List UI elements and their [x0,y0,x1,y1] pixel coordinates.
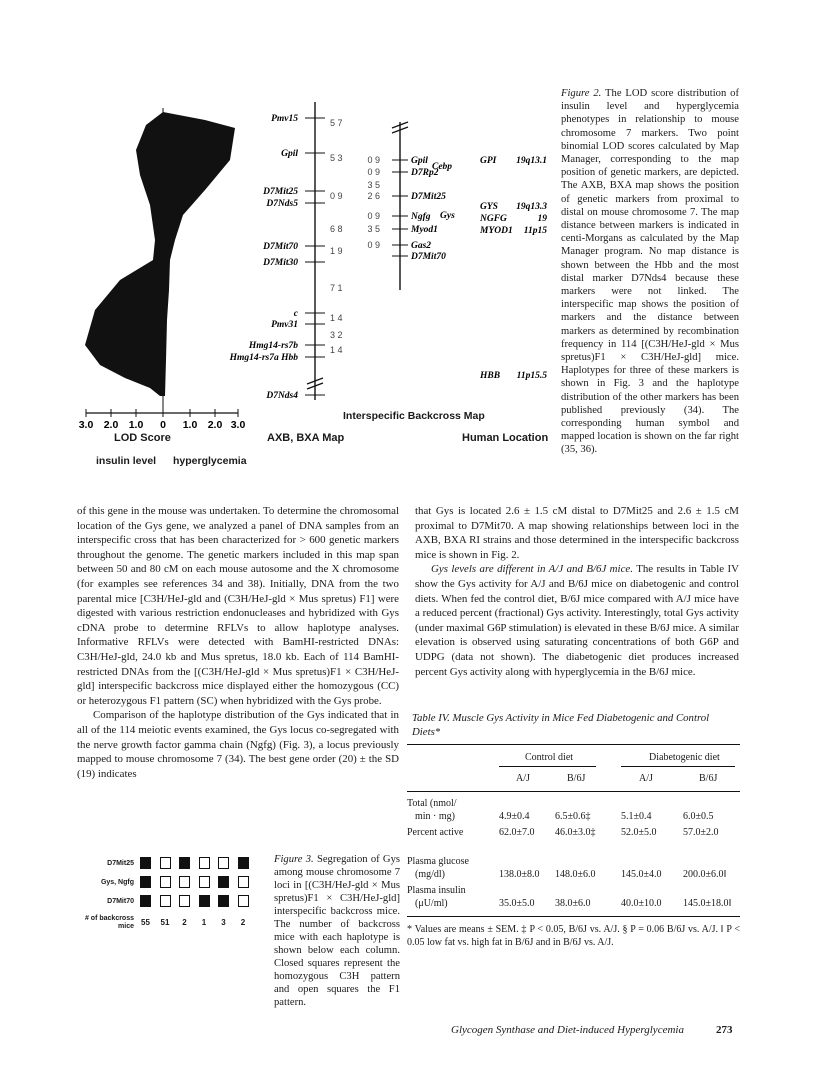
closed-square [140,895,151,907]
axb-gene-label: D7Mit25 [263,187,298,197]
right-paragraph-1: that Gys is located 2.6 ± 1.5 cM distal to D7Mit25 and 2.6 ± 1.5 cM proximal to D7Mit70. A map showing relationships between loci in the AXB, BXA RI strains and those determined in the interspecific backcross mice is shown in Fig. 2. [415,505,739,561]
table-row-label: Plasma glucose [407,856,469,867]
human-location-label: Human Location [462,432,549,444]
interspecific-marker-label: D7Mit70 [411,252,446,262]
table-cell: 6.5±0.6‡ [555,811,591,822]
table-cell: 35.0±5.0 [499,898,535,909]
right-paragraph-2 [415,562,739,679]
lod-axis-tick-label: 0 [160,419,166,431]
closed-square [238,857,249,869]
hyperglycemia-label: hyperglycemia [173,455,247,467]
axb-map-label: AXB, BXA Map [267,432,345,444]
table-row-label: Percent active [407,827,464,838]
human-symbol: GYS [480,202,498,212]
axb-distance-label: 5 3 [330,153,343,163]
hyperglycemia-lod-profile [163,112,235,396]
haplotype-row-label: D7Mit25 [107,860,134,867]
lod-axis-tick-label: 2.0 [207,419,223,431]
right-column [415,504,739,679]
axb-gene-label: c [293,309,298,319]
open-square [238,876,249,888]
closed-square [140,857,151,869]
backcross-count-label: # of backcross mice [84,915,134,930]
figure-3-caption-text: Segregation of Gys among mouse chromosome 7 loci in [(C3H/HeJ-gld × Mus spretus)F1 × C3H/HeJ-gld] interspecific backcross mice. The number of backcross mice with each haplotype is shown below each column. Closed squares represent the homozygous C3H pattern and open squares the F1 pattern. [274,854,400,1008]
human-symbol: HBB [480,371,501,381]
interspecific-distance-label: 0 9 [367,167,380,177]
interspecific-distance-label: 0 9 [367,155,380,165]
lod-axis-tick-label: 1.0 [182,419,198,431]
human-location: 19 [537,214,547,224]
haplotype-row-label: D7Mit70 [107,898,134,905]
open-square [179,895,190,907]
interspecific-distance-label: 3 5 [367,180,380,190]
axb-distance-label: 5 7 [330,118,343,128]
interspecific-marker-label: D7Rp2 [411,168,439,178]
backcross-count: 2 [182,918,187,927]
axb-gene-label: Hmg14-rs7a Hbb [229,353,298,363]
figure-2-caption-title: Figure 2. [561,88,602,99]
axb-gene-label: D7Nds5 [266,199,298,209]
axb-distance-label: 1 9 [330,246,343,256]
interspecific-distance-label: 0 9 [367,240,380,250]
lod-score-label: LOD Score [114,432,171,444]
axb-gene-label: Pmv31 [271,320,298,330]
figure-3-caption-title: Figure 3. [274,854,314,865]
axb-gene-label: Gpil [281,149,298,159]
open-square [199,876,210,888]
haplotype-row-label: Gys, Ngfg [100,879,134,886]
backcross-count: 51 [160,918,170,927]
human-location: 19q13.1 [516,156,547,166]
page-number: 273 [716,1024,733,1036]
figure-3-caption [274,853,400,1009]
interspecific-marker-label-2: Cebp [432,162,453,172]
col-header-aj-diabetogenic: A/J [639,773,653,784]
insulin-lod-profile [85,112,163,396]
table-cell: 6.0±0.5 [683,811,714,822]
human-location: 11p15 [523,226,547,236]
running-title: Glycogen Synthase and Diet-induced Hyperglycemia [451,1024,684,1036]
table-row-label-2: (mg/dl) [415,869,445,880]
table-cell: 138.0±8.0 [499,869,540,880]
closed-square [199,895,210,907]
closed-square [218,876,229,888]
axb-distance-label: 1 4 [330,345,343,355]
open-square [160,876,171,888]
table-4-title: Table IV. Muscle Gys Activity in Mice Fed Diabetogenic and Control Diets* [412,712,710,738]
figure-2-caption [561,87,739,457]
interspecific-marker-label: D7Mit25 [411,192,446,202]
open-square [199,857,210,869]
table-cell: 148.0±6.0 [555,869,596,880]
left-column [77,504,399,781]
open-square [160,857,171,869]
interspecific-distance-label: 3 5 [367,224,380,234]
right-paragraph-2-body: The results in Table IV show the Gys activity for A/J and B/6J mice on diabetogenic and control diets. When fed the control diet, B/6J mice compared with A/J mice have a reduced percent (fractional) Gys activity. Interestingly, total Gys activity (under maximal G6P stimulation) is elevated in these B/6J mice. A similar elevation is observed using saturating concentrations of both G6P and UDPG (data not shown). The diabetogenic diet produces increased percent Gys activity along with hyperglycemia in the B/6J mice. [415,563,739,678]
diabetogenic-diet-header: Diabetogenic diet [649,752,720,763]
backcross-count: 2 [240,918,246,927]
axb-gene-label: D7Nds4 [266,391,298,401]
axb-distance-label: 1 4 [330,313,343,323]
table-cell: 200.0±6.0‖ [683,869,727,880]
right-paragraph-2-lead: Gys levels are different in A/J and B/6J mice. [431,563,633,576]
axb-distance-label: 7 1 [330,283,343,293]
left-paragraph-1: of this gene in the mouse was undertaken. To determine the chromosomal location of the Gys gene, we analyzed a panel of DNA samples from an interspecific cross that has been characterized for > 600 genetic markers throughout the genome. The genetic markers included in this map span between 50 and 80 cM on each mouse autosome and the X chromosome (for examples see references 34 and 38). Initially, DNA from the two parental mice [C3H/HeJ-gld and (C3H/HeJ-gld × Mus spretus) F1] were digested with various restriction endonucleases and hybridized with Gys cDNA probe to determine RFLVs to allow haplotype analyses. Informative RFLVs were detected with BamHI-restricted DNAs: C3H/HeJ-gld, 24.0 kb and Mus spretus, 18.0 kb. Each of 114 BamHI-restricted DNAs from the [(C3H/HeJ-gld × Mus spretus)F1 × C3H/HeJ-gld] interspecific backcross mice displayed either the homozygous (CC) or heterozygous F1 pattern (SC) when hybridized with the Gys probe. [77,505,399,707]
closed-square [218,895,229,907]
col-header-b6j-diabetogenic: B/6J [699,773,718,784]
axb-distance-label: 3 2 [330,330,343,340]
interspecific-marker-label: Gpil [411,156,428,166]
col-header-b6j-control: B/6J [567,773,586,784]
table-cell: 145.0±4.0 [621,869,662,880]
table-row-label: Plasma insulin [407,885,466,896]
table-cell: 46.0±3.0‡ [555,827,596,838]
table-cell: 62.0±7.0 [499,827,535,838]
figure-3 [82,855,267,930]
interspecific-marker-label: Ngfg [411,212,431,222]
human-symbol: GPI [480,156,497,166]
open-square [179,876,190,888]
table-cell: 52.0±5.0 [621,827,657,838]
table-4-footnote: * Values are means ± SEM. ‡ P < 0.05, B/6J vs. A/J. § P = 0.06 B/6J vs. A/J. ‖ P < 0.05 low fat vs. high fat in B/6J and in B/6J vs. A/J. [407,924,740,948]
open-square [218,857,229,869]
interspecific-marker-label-2: Gys [440,211,455,221]
figure-2-caption-text: The LOD score distribution of insulin level and hyperglycemia phenotypes in relationship to mouse chromosome 7 markers. Two point binomial LOD scores calculated by Map Manager, corresponding to the map position of genetic markers, are depicted. The AXB, BXA map shows the position of genetic markers from proximal to distal on mouse chromosome 7. The map distance between markers is indicated in centi-Morgans as calculated by the Map Manager program. No map distance is shown between the Hbb and the most distal marker D7Nds4 because these markers were not linked. The interspecific map shows the position of markers and the distance between markers as determined by recombination frequency in 114 [(C3H/HeJ-gld × Mus spretus)F1 × C3H/HeJ-gld] mice. Haplotypes for three of these markers is shown in Fig. 3 and the haplotype distribution of the other markers has been published previously (34). The corresponding human symbol and mapped location is shown on the far right (35, 36). [561,88,739,456]
table-4 [407,744,740,950]
interspecific-distance-label: 0 9 [367,211,380,221]
control-diet-header: Control diet [525,752,574,763]
axb-gene-label: Pmv15 [271,114,298,124]
lod-axis-tick-label: 3.0 [230,419,246,431]
axb-gene-label: Hmg14-rs7b [248,341,298,351]
human-symbol: MYOD1 [480,226,513,236]
col-header-aj-control: A/J [516,773,530,784]
human-location: 11p15.5 [516,371,547,381]
table-cell: 5.1±0.4 [621,811,652,822]
table-cell: 38.0±6.0 [555,898,591,909]
table-cell: 57.0±2.0 [683,827,719,838]
left-paragraph-2: Comparison of the haplotype distribution of the Gys indicated that in all of the 114 meiotic events examined, the Gys locus co-segregated with the nerve growth factor gamma chain (Ngfg) (Fig. 3), a locus previously mapped to mouse chromosome 7 (34). The best gene order (20) ± the SD (19) indicates [77,709,399,780]
interspecific-distance-label: 2 6 [367,191,380,201]
table-cell: 145.0±18.0‖ [683,898,732,909]
axb-distance-label: 0 9 [330,191,343,201]
closed-square [179,857,190,869]
human-location: 19q13.3 [516,202,547,212]
table-row-label-2: (μU/ml) [415,898,448,909]
table-row-label-2: min · mg) [415,811,455,822]
lod-axis-tick-label: 2.0 [103,419,119,431]
human-symbol: NGFG [480,214,507,224]
lod-axis-tick-label: 3.0 [78,419,94,431]
axb-gene-label: D7Mit70 [263,242,298,252]
open-square [160,895,171,907]
axb-distance-label: 6 8 [330,224,343,234]
interspecific-marker-label: Myod1 [411,225,438,235]
table-cell: 4.9±0.4 [499,811,530,822]
closed-square [140,876,151,888]
insulin-level-label: insulin level [96,455,157,467]
interspecific-map-title: Interspecific Backcross Map [343,410,485,422]
interspecific-marker-label: Gas2 [411,241,432,251]
axb-gene-label: D7Mit30 [263,258,298,268]
table-cell: 40.0±10.0 [621,898,662,909]
backcross-count: 1 [201,918,207,927]
open-square [238,895,249,907]
table-row-label: Total (nmol/ [407,798,457,809]
backcross-count: 3 [221,918,226,927]
lod-axis-tick-label: 1.0 [128,419,144,431]
backcross-count: 55 [141,918,150,927]
